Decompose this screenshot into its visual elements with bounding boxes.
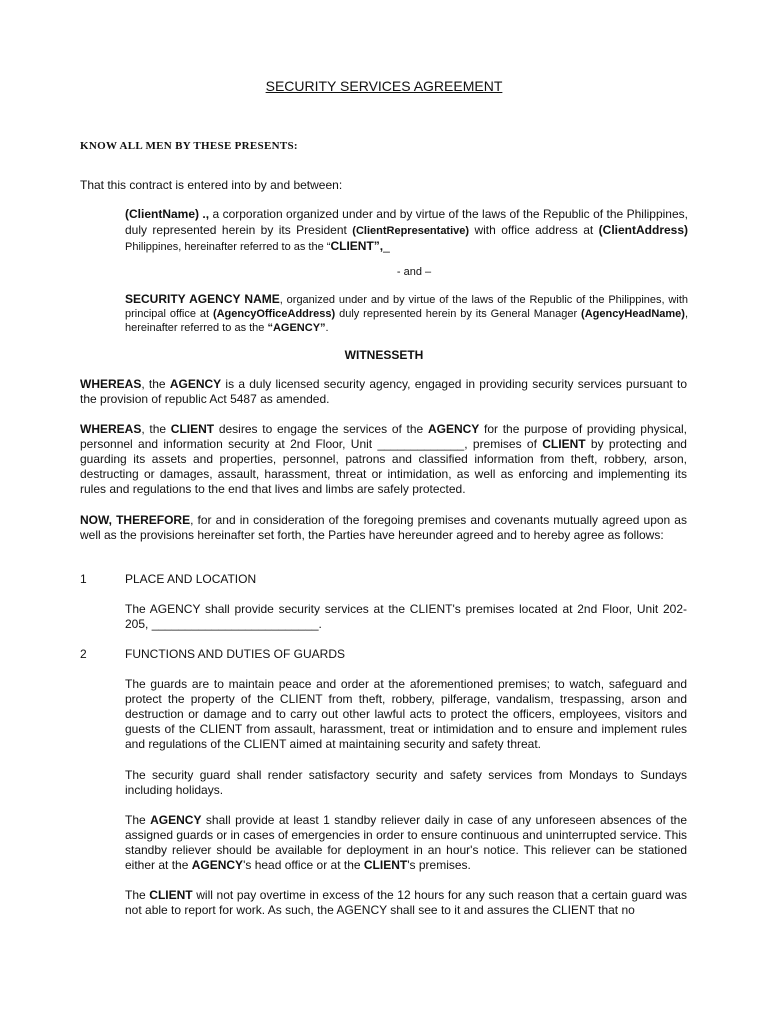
client-para-text-3: Philippines, hereinafter referred to as the “ [125, 241, 331, 253]
whereas-paragraph-2 [80, 422, 687, 497]
agency-office-address: (AgencyOfficeAddress) [212, 308, 336, 320]
section-2-paragraph-1: The guards are to maintain peace and order at the aforementioned premises; to watch, safeguard and protect the property of the CLIENT from theft, robbery, pilferage, vandalism, trespassing, arson and destruction or damage and to carry out other lawful acts to protect the officers, employees, visitors and guests of the CLIENT from assault, harassment, treat or intimidation and to ensure and implement rules and regulations of the CLIENT aimed at maintaining security and safety threat. [125, 677, 687, 751]
whereas-1-agency: AGENCY [169, 377, 222, 391]
whereas-1-text-2: is a duly licensed security agency, engaged in providing security services pursuant to the provision of republic Act 5487 as amended. [80, 377, 687, 406]
document-title: SECURITY SERVICES AGREEMENT [265, 78, 503, 94]
client-label: CLIENT”, [330, 239, 384, 253]
whereas-2-client: CLIENT [170, 422, 215, 436]
s2p3-client: CLIENT [363, 858, 408, 872]
s2p4-client: CLIENT [149, 888, 193, 902]
client-para-text-2: with office address at [469, 223, 599, 237]
agency-para-text-1: , organized under and by virtue of the laws of the Republic of the Philippines, with principal office at [125, 294, 688, 320]
whereas-1-text-1: , the [141, 377, 170, 391]
whereas-2-text-2: desires to engage the services of the [214, 422, 428, 436]
now-therefore-label: NOW, THEREFORE [80, 513, 191, 527]
client-paragraph [125, 206, 688, 254]
client-name: (ClientName) ., [125, 207, 210, 221]
now-therefore-text: , for and in consideration of the foregoing premises and covenants mutually agreed upon as well as the provisions hereinafter set forth, the Parties have hereunder agreed and to hereby agree as follows: [80, 513, 687, 542]
s2p4-text-0: The [125, 888, 150, 902]
section-2-heading: FUNCTIONS AND DUTIES OF GUARDS [125, 647, 346, 661]
whereas-2-text-1: , the [141, 422, 171, 436]
whereas-2-agency: AGENCY [427, 422, 480, 436]
whereas-2-text-4: by protecting and guarding its assets and properties, personnel, patrons and classified information from theft, robbery, arson, destructing or damages, assault, harassment, threat or intimidation, as well as enforcing and implementing its rules and regulations to the end that lives and limbs are safely protected. [80, 437, 687, 496]
client-representative: (ClientRepresentative) [352, 225, 470, 237]
section-1-heading: PLACE AND LOCATION [125, 572, 257, 586]
s2p4-text-1: will not pay overtime in excess of the 12 hours for any such reason that a certain guard was not able to report for work. As such, the AGENCY shall see to it and assures the CLIENT that no [125, 888, 687, 917]
section-2-number: 2 [80, 647, 87, 661]
client-para-text-4: _ [383, 239, 390, 253]
s2p3-text-3: 's premises. [407, 858, 471, 872]
client-address: (ClientAddress) [598, 223, 688, 237]
agency-label: “AGENCY” [267, 322, 326, 334]
s2p3-text-0: The [125, 813, 151, 827]
section-2-paragraph-4 [125, 888, 687, 918]
s2p3-agency: AGENCY [150, 813, 202, 827]
agency-paragraph [125, 292, 688, 335]
s2p3-text-2: 's head office or at the [243, 858, 364, 872]
section-1-number: 1 [80, 572, 87, 586]
intro-text: That this contract is entered into by and between: [80, 178, 343, 192]
whereas-2-client-2: CLIENT [542, 437, 586, 451]
whereas-2-label: WHEREAS [80, 422, 142, 436]
agency-head-name: (AgencyHeadName) [581, 308, 685, 320]
agency-name: SECURITY AGENCY NAME [125, 292, 280, 306]
and-separator: - and – [396, 266, 432, 278]
client-para-text-1: a corporation organized under and by virtue of the laws of the Republic of the Philippines, duly represented herein by its President [125, 207, 688, 237]
section-2-paragraph-3 [125, 813, 687, 873]
know-all-men-heading: KNOW ALL MEN BY THESE PRESENTS: [80, 140, 298, 152]
now-therefore-paragraph [80, 513, 687, 543]
section-1-body: The AGENCY shall provide security services at the CLIENT's premises located at 2nd Floor, Unit 202-205, _________________________. [125, 602, 687, 631]
whereas-1-label: WHEREAS [80, 377, 142, 391]
agency-para-text-4: . [325, 322, 329, 334]
whereas-2-text-3: for the purpose of providing physical, personnel and information security at 2nd Floor, Unit _____________, premises of [80, 422, 687, 451]
witnesseth-heading: WITNESSETH [344, 348, 424, 362]
agency-para-text-3: , hereinafter referred to as the [125, 308, 689, 334]
section-2-paragraph-2: The security guard shall render satisfactory security and safety services from Mondays to Sundays including holidays. [125, 768, 687, 797]
agency-para-text-2: duly represented herein by its General Manager [335, 308, 582, 320]
s2p3-agency-2: AGENCY [191, 858, 244, 872]
whereas-paragraph-1 [80, 377, 687, 407]
s2p3-text-1: shall provide at least 1 standby reliever daily in case of any unforeseen absences of the assigned guards or in cases of emergencies in order to ensure continuous and uninterrupted service. This standby reliever should be available for deployment in an hour's notice. This reliever can be stationed either at the [125, 813, 687, 872]
